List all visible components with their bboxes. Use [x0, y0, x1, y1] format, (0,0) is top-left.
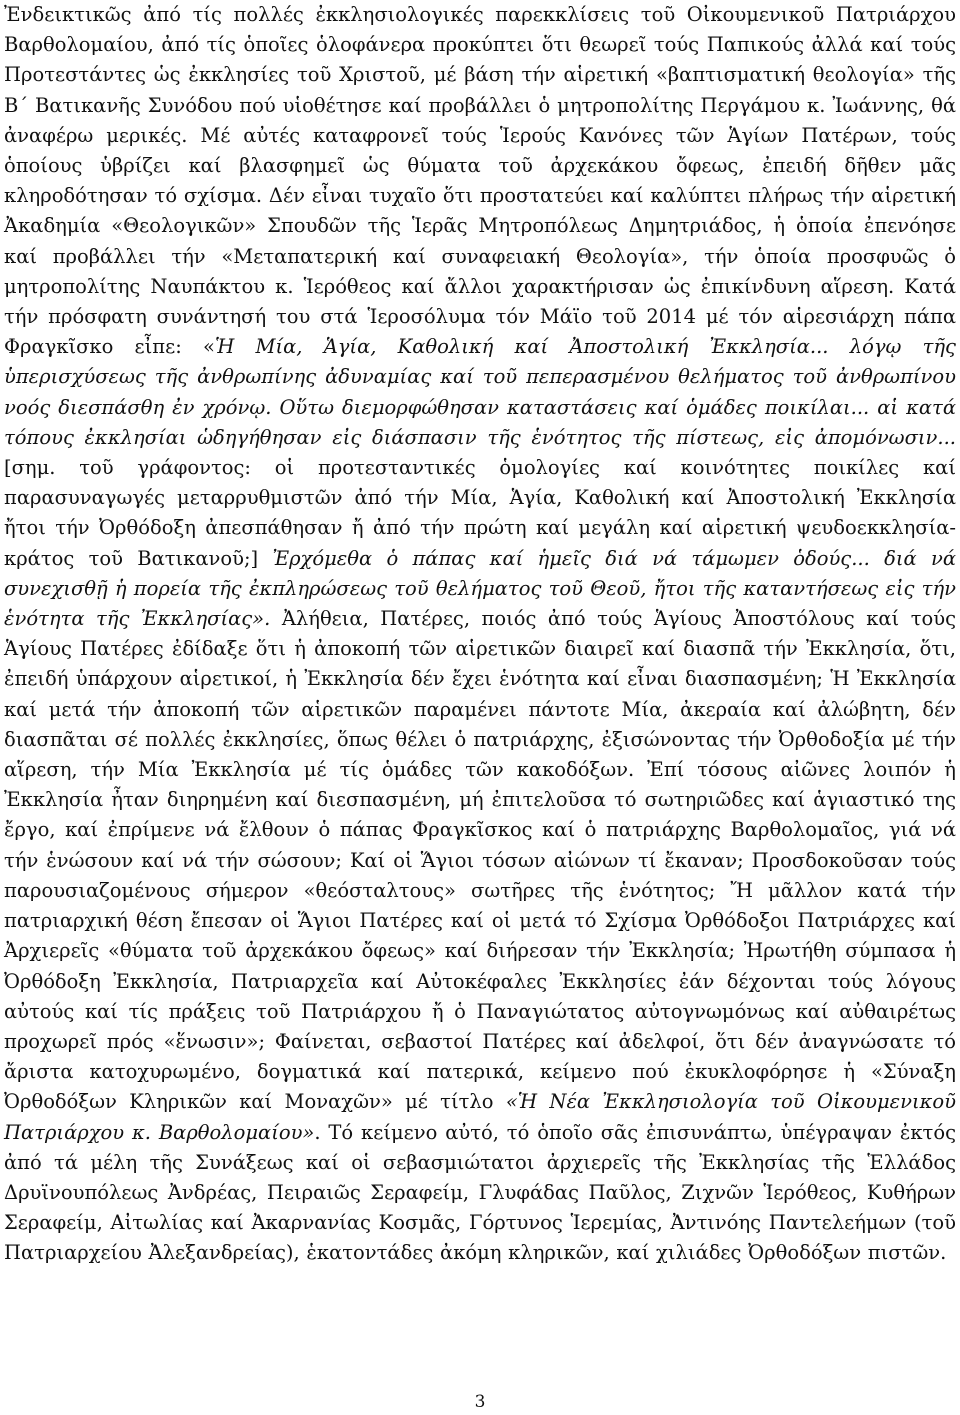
text-segment-2: [σημ. τοῦ γράφοντος: οἱ προτεσταντικές ὁμολογίες καί κοινότητες ποικίλες καί παρασυναγωγές μεταρρυθμιστῶν ἀπό τήν Μία, Ἁγία, Καθολική καί Ἀποστολική Ἐκκλησία ἤτοι τήν Ὀρθόδοξη ἀπεσπάθησαν ἤ ἀπό τήν πρώτη καί μεγάλη καί αἱρετική ψευδοεκκλησία-κράτος τοῦ Βατικανοῦ;]: [4, 456, 956, 570]
quotation-segment-1: Ἡ Μία, Ἁγία, Καθολική καί Ἀποστολική Ἐκκλησία... λόγῳ τῆς ὑπερισχύσεως τῆς ἀνθρωπίνης ἀδυναμίας καί τοῦ πεπερασμένου θελήματος τοῦ ἀνθρωπίνου νοός διεσπάσθη ἐν χρόνῳ. Οὕτω διεμορφώθησαν καταστάσεις καί ὁμάδες ποικίλαι... αἱ κατά τόπους ἐκκλησίαι ὡδηγήθησαν εἰς διάσπασιν τῆς ἑνότητος τῆς πίστεως, εἰς ἀπομόνωσιν...: [4, 335, 956, 449]
document-title-citation: «Ἡ Νέα Ἐκκλησιολογία τοῦ Οἰκουμενικοῦ Πατριάρχου κ. Βαρθολομαίου»: [4, 1090, 956, 1144]
body-paragraph: [4, 0, 956, 1269]
page-number: 3: [474, 1392, 486, 1412]
text-segment-3: Ἀλήθεια, Πατέρες, ποιός ἀπό τούς Ἁγίους Ἀποστόλους καί τούς Ἁγίους Πατέρες ἐδίδαξε ὅτι ἡ ἀποκοπή τῶν αἱρετικῶν διαιρεῖ καί διασπᾶ τήν Ἐκκλησία, ὅτι, ἐπειδή ὑπάρχουν αἱρετικοί, ἡ Ἐκκλησία δέν ἔχει ἑνότητα καί εἶναι διασπασμένη; Ἡ Ἐκκλησία καί μετά τήν ἀποκοπή τῶν αἱρετικῶν παραμένει πάντοτε Μία, ἀκεραία καί ἀλώβητη, δέν διασπᾶται σέ πολλές ἐκκλησίες, ὅπως θέλει ὁ πατριάρχης, ἐξισώνοντας τήν Ὀρθοδοξία μέ τήν αἵρεση, τήν Μία Ἐκκλησία μέ τίς ὁμάδες τῶν κακοδόξων. Ἐπί τόσους αἰῶνες λοιπόν ἡ Ἐκκλησία ἦταν διηρημένη καί διεσπασμένη, μή ἐπιτελοῦσα τό σωτηριῶδες καί ἁγιαστικό της ἔργο, καί ἐπρίμενε νά ἔλθουν ὁ πάπας Φραγκῖσκος καί ὁ πατριάρχης Βαρθολομαῖος, γιά νά τήν ἑνώσουν καί νά τήν σώσουν; Καί οἱ Ἅγιοι τόσων αἰώνων τί ἔκαναν; Προσδοκοῦσαν τούς παρουσιαζομένους σήμερον «θεόσταλτους» σωτῆρες τῆς ἑνότητος; Ἤ μᾶλλον κατά τήν πατριαρχική θέση ἔπεσαν οἱ Ἅγιοι Πατέρες καί οἱ μετά τό Σχίσμα Ὀρθόδοξοι Πατριάρχες καί Ἀρχιερεῖς «θύματα τοῦ ἀρχεκάκου ὄφεως» καί διήρεσαν τήν Ἐκκλησία; Ἠρωτήθη σύμπασα ἡ Ὀρθόδοξη Ἐκκλησία, Πατριαρχεῖα καί Αὐτοκέφαλες Ἐκκλησίες ἐάν δέχονται τούς λόγους αὐτούς καί τίς πράξεις τοῦ Πατριάρχου ἤ ὁ Παναγιώτατος αὐτογνωμόνως καί αὐθαιρέτως προχωρεῖ πρός «ἕνωσιν»; Φαίνεται, σεβαστοί Πατέρες καί ἀδελφοί, ὅτι δέν ἀναγνώσατε τό ἄριστα κατοχυρωμένο, δογματικά καί πατερικά, κείμενο πού ἐκυκλοφόρησε ἡ «Σύναξη Ὀρθοδόξων Κληρικῶν καί Μοναχῶν» μέ τίτλο: [4, 607, 956, 1114]
text-segment-4: . Τό κείμενο αὐτό, τό ὁποῖο σᾶς ἐπισυνάπτω, ὑπέγραψαν ἐκτός ἀπό τά μέλη τῆς Συνάξεως καί οἱ σεβασμιώτατοι ἀρχιερεῖς τῆς Ἐκκλησίας τῆς Ἑλλάδος Δρυϊνουπόλεως Ἀνδρέας, Πειραιῶς Σεραφείμ, Γλυφάδας Παῦλος, Ζιχνῶν Ἱερόθεος, Κυθήρων Σεραφείμ, Αἰτωλίας καί Ἀκαρνανίας Κοσμᾶς, Γόρτυνος Ἱερεμίας, Ἀντινόης Παντελεήμων (τοῦ Πατριαρχείου Ἀλεξανδρείας), ἑκατοντάδες ἀκόμη κληρικῶν, καί χιλιάδες Ὀρθοδόξων πιστῶν.: [4, 1120, 956, 1265]
quotation-segment-2: Ἐρχόμεθα ὁ πάπας καί ἡμεῖς διά νά τάμωμεν ὁδούς... διά νά συνεχισθῇ ἡ πορεία τῆς ἐκπληρώσεως τοῦ θελήματος τοῦ Θεοῦ, ἤτοι τῆς καταντήσεως εἰς τήν ἑνότητα τῆς Ἐκκλησίας».: [4, 546, 956, 631]
text-segment-1: Ἐνδεικτικῶς ἀπό τίς πολλές ἐκκλησιολογικές παρεκκλίσεις τοῦ Οἰκουμενικοῦ Πατριάρχου Βαρθολομαίου, ἀπό τίς ὁποῖες ὁλοφάνερα προκύπτει ὅτι θεωρεῖ τούς Παπικούς ἀλλά καί τούς Προτεστάντες ὡς ἐκκλησίες τοῦ Χριστοῦ, μέ βάση τήν αἱρετική «βαπτισματική θεολογία» τῆς Β΄ Βατικανῆς Συνόδου πού υἱοθέτησε καί προβάλλει ὁ μητροπολίτης Περγάμου κ. Ἰωάννης, θά ἀναφέρω μερικές. Μέ αὐτές καταφρονεῖ τούς Ἱερούς Κανόνες τῶν Ἁγίων Πατέρων, τούς ὁποίους ὑβρίζει καί βλασφημεῖ ὡς θύματα τοῦ ἀρχεκάκου ὄφεως, ἐπειδή δῆθεν μᾶς κληροδότησαν τό σχίσμα. Δέν εἶναι τυχαῖο ὅτι προστατεύει καί καλύπτει πλήρως τήν αἱρετική Ἀκαδημία «Θεολογικῶν» Σπουδῶν τῆς Ἱερᾶς Μητροπόλεως Δημητριάδος, ἡ ὁποία ἐπενόησε καί προβάλλει τήν «Μεταπατερική καί συναφειακή Θεολογία», τήν ὁποία προσφυῶς ὁ μητροπολίτης Ναυπάκτου κ. Ἱερόθεος καί ἄλλοι χαρακτήρισαν ὡς ἐπικίνδυνη αἵρεση. Κατά τήν πρόσφατη συνάντησή του στά Ἱεροσόλυμα τόν Μάϊο τοῦ 2014 μέ τόν αἱρεσιάρχη πάπα Φραγκῖσκο εἶπε: «: [4, 3, 956, 359]
